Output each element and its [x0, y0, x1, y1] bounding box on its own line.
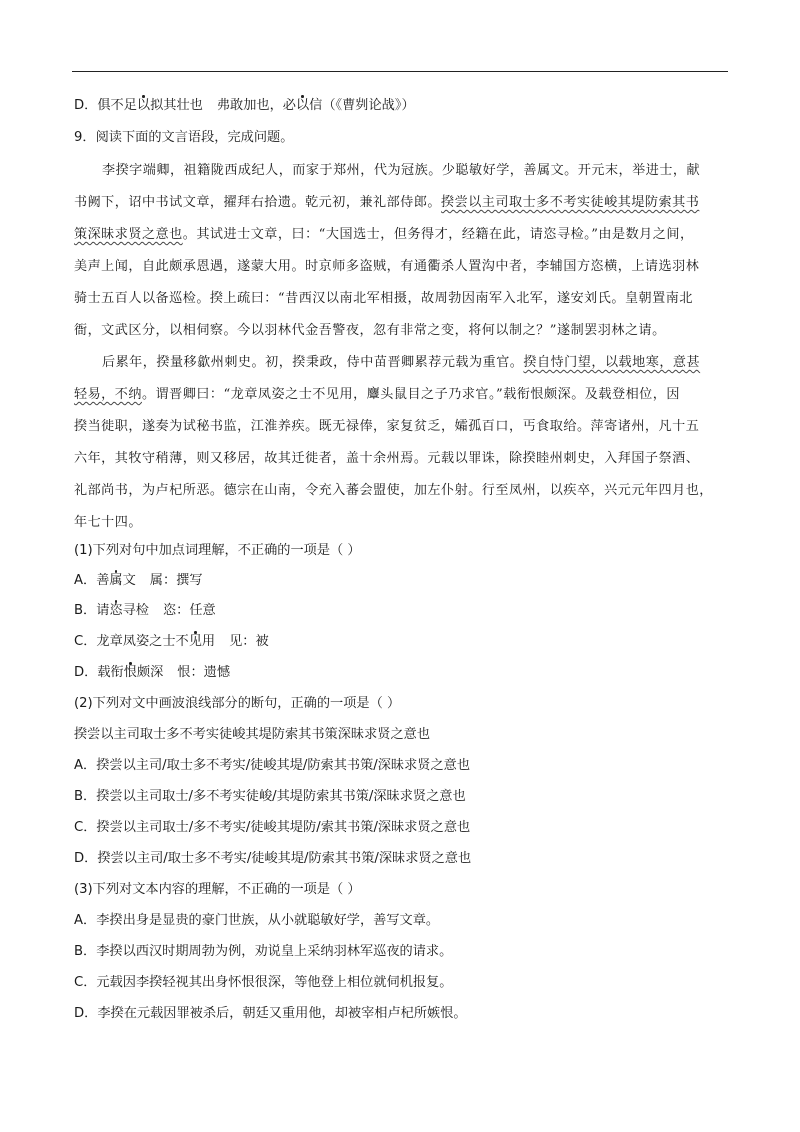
- sub2-stem: (2)下列对文中画波浪线部分的断句，正确的一项是（ ）: [74, 696, 401, 711]
- wavy-underline-text: 揆自恃门望，以载地寒，意甚: [523, 355, 701, 370]
- sub2-option-a[interactable]: A．揆尝以主司/取士多不考实/徒峻其堤/防索其书策/深昧求贤之意也: [74, 758, 471, 773]
- wavy-underline-text: 揆尝以主司取士多不考实徒峻其堤防索其书: [441, 195, 700, 210]
- passage-line: 策深昧求贤之意也。其试进士文章，曰：“大国选士，但务得才，经籍在此，请恣寻检。”由是数月之间，: [74, 227, 694, 242]
- question-9-header: 9．阅读下面的文言语段，完成问题。: [74, 130, 294, 145]
- sub2-sentence: 揆尝以主司取士多不考实徒峻其堤防索其书策深昧求贤之意也: [74, 727, 431, 742]
- dotted-char: 属: [109, 573, 123, 588]
- passage-line: 礼部尚书，为卢杞所恶。德宗在山南，令充入蕃会盟使，加左仆射。行至凤州，以疾卒，兴元元年四月也，: [74, 483, 713, 498]
- dotted-char: 恣: [109, 603, 123, 618]
- option-text-a-pre: 俱不足: [97, 98, 137, 113]
- passage-line: 轻易，不纳。谓晋卿曰：“龙章凤姿之士不见用，麞头鼠目之子乃求官。”载衔恨颇深。及载登相位，因: [74, 387, 680, 402]
- passage-line: 六年，其牧守稍薄，则又移居，故其迁徙者，盖十余州焉。元载以罪诛，除揆睦州刺史，入拜国子祭酒、: [74, 451, 700, 466]
- passage-line: 骑士五百人以备巡检。揆上疏曰：“昔西汉以南北军相摄，故周勃因南军入北军，遂安刘氏。皇朝置南北: [74, 291, 693, 306]
- passage-line: 美声上闻，自此颇承恩遇，遂蒙大用。时京师多盗贼，有通衢杀人置沟中者，李辅国方恣横，上请选羽林: [74, 259, 700, 274]
- sub3-option-a[interactable]: A．李揆出身是显贵的豪门世族，从小就聪敏好学，善写文章。: [74, 913, 440, 928]
- dotted-char: 以: [295, 98, 310, 113]
- dotted-char: 恨: [123, 665, 137, 680]
- sub3-stem: (3)下列对文本内容的理解，不正确的一项是（ ）: [74, 882, 361, 897]
- wavy-underline-text: 策深昧求贤之意也: [74, 227, 183, 242]
- option-text-b-pre: 弗敢加也，必: [216, 98, 296, 113]
- header-rule: [72, 71, 728, 72]
- sub2-option-d[interactable]: D．揆尝以主司/取士多不考实/徒峻其堤/防索其书策/深昧求贤之意也: [74, 851, 472, 866]
- sub3-option-c[interactable]: C．元载因李揆轻视其出身怀恨很深，等他登上相位就伺机报复。: [74, 975, 453, 990]
- sub1-option-a[interactable]: A．善属文 属：撰写: [74, 573, 203, 588]
- option-text-b-post: 信（《曹刿论战》）: [309, 98, 415, 113]
- passage-line: 后累年，揆量移歙州刺史。初，揆秉政，侍中苗晋卿累荐元载为重官。揆自恃门望，以载地寒，意甚: [102, 355, 701, 370]
- dotted-char: 以: [136, 98, 151, 113]
- passage-line: 年七十四。: [74, 515, 142, 530]
- sub1-option-d[interactable]: D．载衔恨颇深 恨：遗憾: [74, 665, 231, 680]
- passage-line: 揆当徙职，遂奏为试秘书监，江淮养疾。既无禄俸，家复贫乏，孀孤百口，丐食取给。萍寄诸州，凡十五: [74, 419, 700, 434]
- passage-line: 书阙下，诏中书试文章，擢拜右拾遗。乾元初，兼礼部侍郎。揆尝以主司取士多不考实徒峻其堤防索其书: [74, 195, 700, 210]
- passage-line: 李揆字端卿，祖籍陇西成纪人，而家于郑州，代为冠族。少聪敏好学，善属文。开元末，举进士，献: [102, 163, 701, 178]
- sub2-option-b[interactable]: B．揆尝以主司取士/多不考实徒峻/其堤防索其书策/深昧求贤之意也: [74, 789, 466, 804]
- sub2-option-c[interactable]: C．揆尝以主司取士/多不考实/徒峻其堤防/索其书策/深昧求贤之意也: [74, 820, 471, 835]
- q8-option-d: [74, 96, 415, 116]
- dotted-char: 见: [188, 634, 202, 649]
- option-text-a-post: 拟其壮也: [150, 98, 203, 113]
- wavy-underline-text: 轻易，不纳: [74, 387, 142, 402]
- sub1-option-c[interactable]: C．龙章凤姿之士不见用 见：被: [74, 634, 269, 649]
- sub3-option-d[interactable]: D．李揆在元载因罪被杀后，朝廷又重用他，却被宰相卢杞所嫉恨。: [74, 1006, 467, 1021]
- passage-line: 衙，文武区分，以相伺察。今以羽林代金吾警夜，忽有非常之变，将何以制之？”遂制罢羽林之请。: [74, 323, 666, 338]
- sub3-option-b[interactable]: B．李揆以西汉时期周勃为例，劝说皇上采纳羽林军巡夜的请求。: [74, 944, 453, 959]
- sub1-stem: (1)下列对句中加点词理解，不正确的一项是（ ）: [74, 543, 361, 558]
- option-label: D．: [74, 98, 98, 113]
- sub1-option-b[interactable]: B．请恣寻检 恣：任意: [74, 603, 216, 618]
